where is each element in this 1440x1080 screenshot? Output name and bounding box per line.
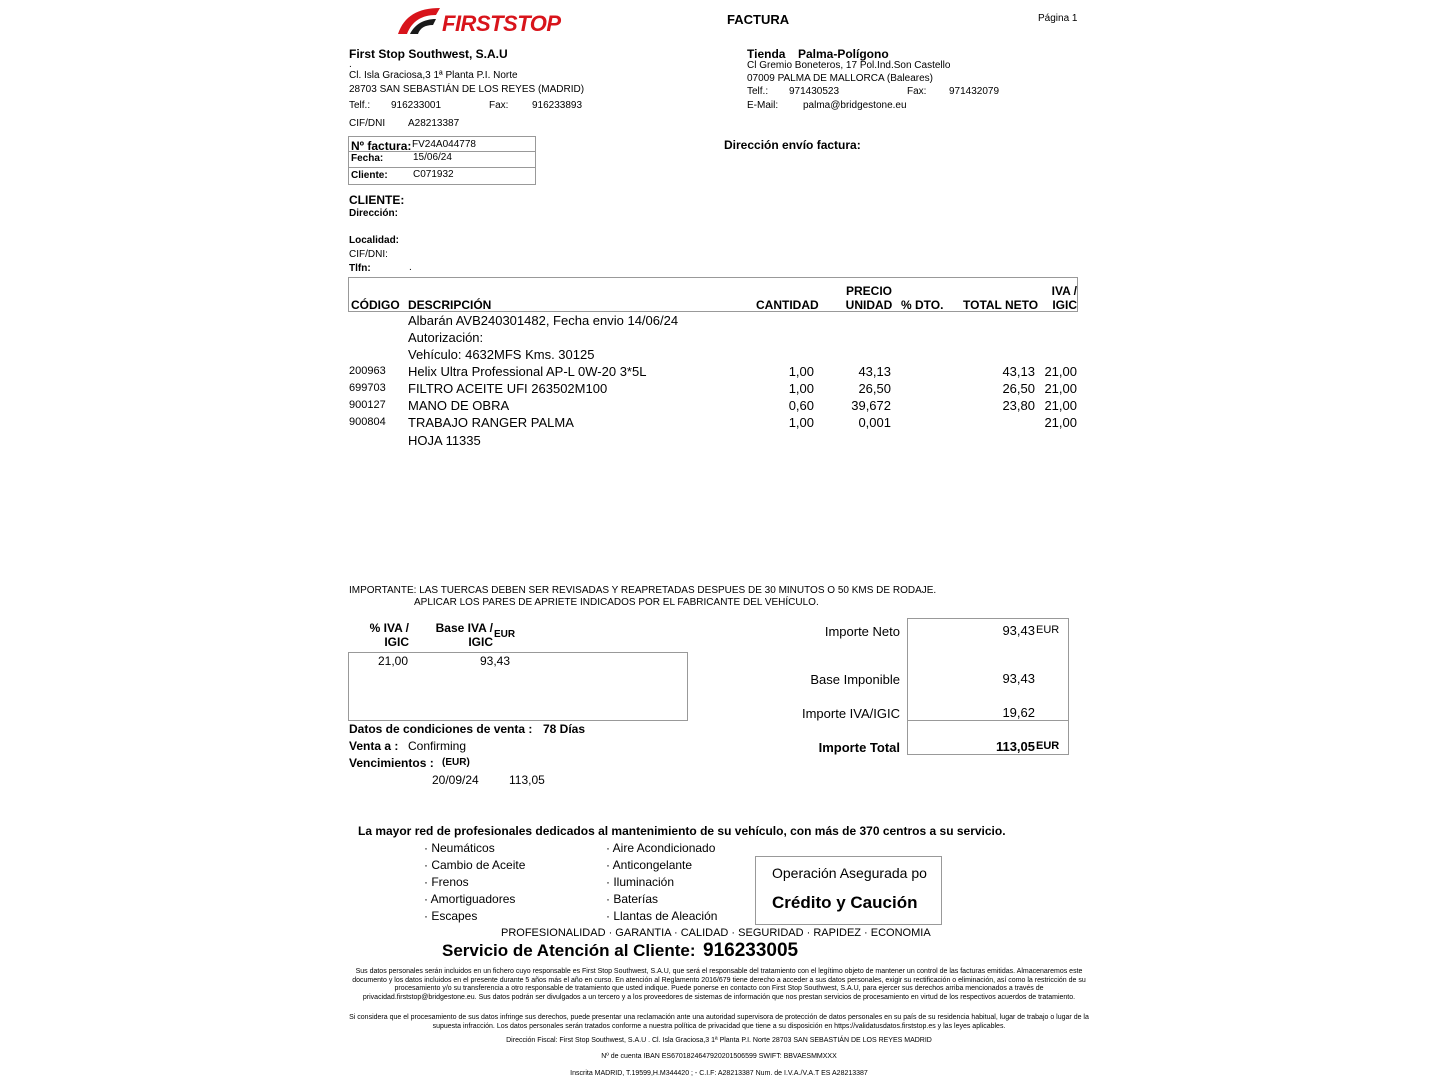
- worksheet-line: HOJA 11335: [408, 433, 481, 448]
- service-item: · Frenos: [424, 875, 469, 889]
- client-cif-label: CIF/DNI:: [349, 249, 388, 260]
- row-code: 900127: [349, 399, 386, 411]
- vat-amount-value: 19,62: [1002, 705, 1035, 720]
- vat-base-header-2: IGIC: [468, 635, 493, 649]
- header-discount: % DTO.: [901, 298, 944, 312]
- header-price-1: PRECIO: [845, 284, 892, 298]
- row-description: FILTRO ACEITE UFI 263502M100: [408, 381, 608, 396]
- shipping-address-label: Dirección envío factura:: [724, 138, 861, 152]
- customer-service-phone: 916233005: [703, 940, 799, 961]
- insurance-line-2: Crédito y Caución: [772, 893, 918, 912]
- company-cif: A28213387: [408, 118, 460, 129]
- document-title: FACTURA: [727, 12, 790, 27]
- service-item: · Escapes: [424, 909, 478, 923]
- privacy-text-2: Si considera que el procesamiento de sus datos infringe sus derechos, puede presentar una reclamación ante una autoridad supervisora de protección de datos personales en su país de su residencia habitual, lugar de trabajo o lugar de la supuesta infracción. Los datos personales serán tratados conforme a nuestra política de privacidad que tiene a su disposición en https://validatusdatos.firststop.es y las leyes aplicables.: [349, 1014, 1089, 1030]
- header-description: DESCRIPCIÓN: [408, 298, 492, 312]
- client-phone: .: [409, 262, 412, 273]
- insurance-line-1: Operación Asegurada po: [772, 865, 927, 881]
- vat-base-value: 93,43: [479, 654, 510, 668]
- company-fax: 916233893: [532, 100, 583, 111]
- bank-account: Nº de cuenta IBAN ES6701824647920201506599 SWIFT: BBVAESMMXXX: [601, 1053, 837, 1060]
- store-address-2: 07009 PALMA DE MALLORCA (Baleares): [747, 73, 934, 84]
- service-item: · Baterías: [606, 892, 659, 906]
- row-price: 39,672: [851, 398, 891, 413]
- invoice-date: 15/06/24: [413, 152, 452, 163]
- service-item: · Cambio de Aceite: [424, 858, 526, 872]
- row-price: 0,001: [858, 415, 891, 430]
- header-price-2: UNIDAD: [845, 298, 893, 312]
- tax-base-value: 93,43: [1002, 671, 1035, 686]
- client-locality-label: Localidad:: [349, 235, 400, 246]
- row-quantity: 0,60: [788, 398, 814, 413]
- row-description: Helix Ultra Professional AP-L 0W-20 3*5L: [408, 364, 647, 379]
- client-title: CLIENTE:: [349, 193, 405, 207]
- table-row: [348, 398, 1078, 415]
- vat-base-currency: EUR: [494, 629, 516, 640]
- service-item: · Anticongelante: [606, 858, 693, 872]
- row-vat: 21,00: [1044, 415, 1077, 430]
- row-price: 26,50: [858, 381, 891, 396]
- authorization-line: Autorización:: [408, 330, 484, 345]
- row-total: 23,80: [1002, 398, 1035, 413]
- sale-to-value: Confirming: [408, 739, 467, 753]
- sale-conditions-label: Datos de condiciones de venta :: [349, 722, 533, 736]
- row-code: 200963: [349, 365, 386, 377]
- row-vat: 21,00: [1044, 364, 1077, 379]
- company-name: First Stop Southwest, S.A.U: [349, 47, 508, 61]
- store-tel-label: Telf.:: [747, 86, 769, 97]
- service-item: · Llantas de Aleación: [606, 909, 718, 923]
- header-total: TOTAL NETO: [963, 298, 1039, 312]
- tax-base-label: Base Imponible: [810, 672, 900, 687]
- row-code: 900804: [349, 416, 386, 428]
- header-vat-1: IVA /: [1051, 284, 1077, 298]
- table-row: [348, 415, 1078, 432]
- total-amount-value: 113,05: [995, 739, 1035, 754]
- vat-base-header-1: Base IVA /: [435, 621, 493, 635]
- table-row: [348, 364, 1078, 381]
- row-vat: 21,00: [1044, 398, 1077, 413]
- vat-rate-header-1: % IVA /: [369, 621, 409, 635]
- privacy-text-1: Sus datos personales serán incluidos en un fichero cuyo responsable es First Stop Southwest, S.A.U, que será el responsable del tratamiento con el legítimo objeto de mantener un control de las facturas emitidas. Almacenaremos este documento y los datos incluidos en el presente durante 5 años más el año en curso. En atención al Reglamento 2016/679 tiene derecho a acceder a sus datos personales, exigir su rectificación o eliminación, así como la restricción de su procesamiento y/o su transferencia a otro responsable de tratamiento que usted indique. Puede ponerse en contacto con First Stop Southwest, S.A.U, para ejercer sus derechos arriba mencionados a través de privacidad.firststop@bridgestone.eu. Sus datos podrán ser divulgados a un tercero y a los proveedores de sistemas de información que nos prestan servicios de procesamiento en virtud de los respectivos acuerdos de tratamiento.: [352, 968, 1086, 1001]
- vat-rate-header-2: IGIC: [384, 635, 409, 649]
- invoice-client-label: Cliente:: [351, 170, 388, 181]
- registry-info: Inscrita MADRID, T.19599,H.M344420 ; - C.I.F: A28213387 Num. de I.V.A./V.A.T ES A28213387: [570, 1070, 868, 1077]
- vat-rate-value: 21,00: [377, 654, 408, 668]
- row-quantity: 1,00: [788, 364, 814, 379]
- table-row: [348, 381, 1078, 398]
- company-address-2: 28703 SAN SEBASTIÁN DE LOS REYES (MADRID): [349, 84, 585, 95]
- invoice-client: C071932: [413, 169, 454, 180]
- notice-line-2: APLICAR LOS PARES DE APRIETE INDICADOS POR EL FABRICANTE DEL VEHÍCULO.: [414, 597, 819, 608]
- promo-headline: La mayor red de profesionales dedicados al mantenimiento de su vehículo, con más de 370 centros a su servicio.: [358, 824, 1006, 838]
- sale-to-label: Venta a :: [349, 739, 399, 753]
- due-currency: (EUR): [442, 757, 470, 768]
- company-dot: .: [349, 59, 352, 70]
- company-fax-label: Fax:: [489, 100, 509, 111]
- invoice-number: FV24A044778: [412, 139, 476, 150]
- sale-conditions-days: 78 Días: [543, 722, 586, 736]
- company-logo: [396, 6, 566, 38]
- header-code: CÓDIGO: [351, 298, 400, 312]
- page-number: Página 1: [1038, 13, 1078, 24]
- store-label: Tienda: [747, 47, 786, 61]
- store-email-label: E-Mail:: [747, 100, 779, 111]
- company-tel-label: Telf.:: [349, 100, 371, 111]
- store-name: Palma-Polígono: [798, 47, 889, 61]
- net-amount-currency: EUR: [1036, 624, 1060, 636]
- company-tel: 916233001: [391, 100, 442, 111]
- notice-line-1: IMPORTANTE: LAS TUERCAS DEBEN SER REVISADAS Y REAPRETADAS DESPUES DE 30 MINUTOS O 50 KMS DE RODAJE.: [349, 585, 937, 596]
- total-amount-label: Importe Total: [818, 740, 900, 755]
- row-total: 26,50: [1002, 381, 1035, 396]
- vat-amount-label: Importe IVA/IGIC: [801, 706, 900, 721]
- row-description: TRABAJO RANGER PALMA: [408, 415, 574, 430]
- due-amount: 113,05: [509, 773, 545, 787]
- logo-text: FIRSTSTOP: [442, 11, 561, 36]
- net-amount-label: Importe Neto: [824, 624, 900, 639]
- row-code: 699703: [349, 382, 386, 394]
- invoice-date-label: Fecha:: [351, 153, 384, 164]
- store-fax-label: Fax:: [907, 86, 927, 97]
- header-vat-2: IGIC: [1052, 298, 1077, 312]
- due-date: 20/09/24: [432, 773, 479, 787]
- service-item: · Aire Acondicionado: [606, 841, 716, 855]
- net-amount-value: 93,43: [1002, 623, 1035, 638]
- store-tel: 971430523: [789, 86, 840, 97]
- values-line: PROFESIONALIDAD · GARANTIA · CALIDAD · SEGURIDAD · RAPIDEZ · ECONOMIA: [501, 927, 931, 939]
- row-quantity: 1,00: [788, 415, 814, 430]
- row-total: 43,13: [1002, 364, 1035, 379]
- fiscal-address: Dirección Fiscal: First Stop Southwest, S.A.U . Cl. Isla Graciosa,3 1ª Planta P.I. Norte 28703 SAN SEBASTIÁN DE LOS REYES MADRID: [506, 1037, 932, 1044]
- row-description: MANO DE OBRA: [408, 398, 510, 413]
- service-item: · Neumáticos: [424, 841, 495, 855]
- row-quantity: 1,00: [788, 381, 814, 396]
- invoice-number-label: Nº factura:: [351, 139, 412, 153]
- vehicle-line: Vehículo: 4632MFS Kms. 30125: [408, 347, 595, 362]
- due-dates-label: Vencimientos :: [349, 756, 434, 770]
- header-quantity: CANTIDAD: [756, 298, 819, 312]
- store-address-1: Cl Gremio Boneteros, 17 Pol.Ind.Son Castello: [747, 60, 951, 71]
- total-amount-currency: EUR: [1036, 740, 1060, 752]
- row-vat: 21,00: [1044, 381, 1077, 396]
- company-cif-label: CIF/DNI: [349, 118, 386, 129]
- company-address-1: Cl. Isla Graciosa,3 1ª Planta P.I. Norte: [349, 70, 518, 81]
- service-item: · Amortiguadores: [424, 892, 516, 906]
- client-address-label: Dirección:: [349, 208, 398, 219]
- service-item: · Iluminación: [606, 875, 675, 889]
- store-fax: 971432079: [949, 86, 1000, 97]
- customer-service-label: Servicio de Atención al Cliente:: [442, 941, 696, 960]
- client-phone-label: Tlfn:: [349, 263, 371, 274]
- row-price: 43,13: [858, 364, 891, 379]
- delivery-note-line: Albarán AVB240301482, Fecha envio 14/06/24: [408, 313, 679, 328]
- store-email: palma@bridgestone.eu: [803, 100, 907, 111]
